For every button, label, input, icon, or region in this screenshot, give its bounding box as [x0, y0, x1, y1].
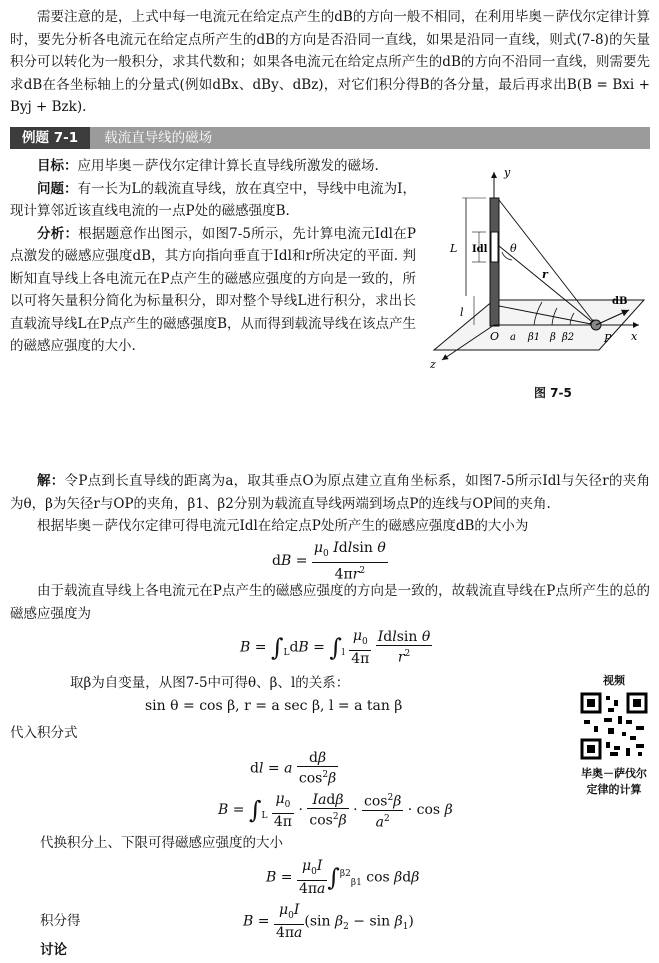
figure-diagram [424, 160, 654, 390]
goal-paragraph [10, 155, 416, 178]
solution-p5: 代入积分式 [10, 725, 78, 741]
qr-code-icon[interactable] [580, 692, 648, 760]
label-beta1: β1 [528, 332, 541, 343]
analysis-paragraph [10, 223, 416, 358]
label-beta2: β2 [562, 332, 575, 343]
current-element [491, 232, 498, 262]
solution-p6-block [40, 832, 440, 855]
label-a: a [510, 332, 516, 343]
video-caption-1: 毕奥－萨伐尔 [581, 767, 647, 780]
intro-text: 需要注意的是，上式中每一电流元在给定点产生的dB的方向一般不相同，在利用毕奥－萨伐尔定律计算时，要先分析各电流元在给定点所产生的dB的方向是否沿同一直线，如果是沿同一直线，则式(7-8)的矢量积分可以转化为一般积分，求其代数和；如果各电流元在给定点所产生的dB的方向不沿同一直线，则需要先求dB在各坐标轴上的分量式(例如dBx、dBy、dBz)，对它们积分得B的各分量，最后再求出B(B = Bxi + Byj + Bzk). [10, 9, 650, 115]
label-db: dB [612, 296, 628, 307]
problem-label: 问题： [37, 180, 78, 197]
label-y: y [504, 166, 511, 179]
video-label: 视频 [603, 674, 625, 687]
label-big-l: L [450, 242, 458, 255]
solution-p4: 取β为自变量，从图7-5中可得θ、β、l的关系： [70, 675, 350, 691]
example-header [10, 127, 650, 149]
label-r: r [542, 268, 548, 281]
example-tag: 例题 7-1 [10, 127, 90, 149]
label-theta: θ [510, 242, 517, 255]
left-column [10, 155, 416, 358]
solution-block [10, 470, 650, 538]
equation-b-result: B = $\frac{\mu_0I}{4\pi a}$ (sin $\beta_2 - \sin \beta_1$) [243, 902, 414, 941]
intro-paragraph [10, 6, 650, 119]
equation-db: dB = $\frac{\mu_0 Idlsin \theta}{4\pi r^2}$ [272, 540, 386, 583]
equation-relations: sin θ = cos β, r = a sec β, l = a tan β [145, 698, 403, 714]
solution-p1-text: 令P点到长直导线的距离为a，取其垂点O为原点建立直角坐标系，如图7-5所示Idl与矢径r的夹角为θ，β为矢径r与OP的夹角，β1、β2分别为载流直导线两端到场点P的连线与OP间的夹角. [10, 473, 651, 512]
label-idl: Idl [472, 244, 488, 255]
solution-p7-block [40, 910, 81, 933]
equation-b-substituted: $B = \int_L$ $\frac{\mu_0}{4\pi}$ · $\frac{\text{Iadβ}}{\cos^2\beta}$ · $\frac{\cos^2\beta}{a^2}$ · cos β [218, 790, 453, 831]
label-p: P [604, 332, 612, 345]
label-small-l: l [460, 306, 464, 319]
solution-p3-block [10, 580, 650, 625]
solution-p4-block [70, 672, 540, 695]
equation-b-integral: $B = \int_LdB = \int_l$ $\frac{\mu_0}{4\pi}$ $\frac{\text{Idlsin θ}}{r^2}$ [240, 628, 431, 667]
analysis-label: 分析： [37, 225, 79, 242]
solution-p1 [10, 470, 650, 515]
figure-7-5 [424, 160, 654, 405]
goal-text: 应用毕奥－萨伐尔定律计算长直导线所激发的磁场. [77, 158, 379, 174]
figure-caption: 图 7-5 [534, 386, 572, 400]
label-beta: β [550, 332, 556, 343]
solution-p5-block [10, 722, 410, 745]
video-caption-2: 定律的计算 [586, 783, 642, 796]
goal-label: 目标： [37, 158, 78, 174]
solution-p7: 积分得 [40, 913, 81, 929]
video-panel [574, 672, 654, 798]
label-x: x [631, 330, 638, 343]
label-o: O [490, 330, 500, 343]
equation-dl: dl = a $\frac{d\beta}{\cos^2\beta}$ [250, 750, 337, 787]
example-title: 载流直导线的磁场 [104, 130, 213, 146]
analysis-text: 根据题意作出图示，如图7-5所示，先计算电流元Idl在P点激发的磁感应强度dB，其方向指向垂直于Idl和r所决定的平面. 判断知直导线上各电流元在P点产生的磁感应强度的方向是一致的，所以可将矢量积分简化为标量积分，即对整个导线L进行积分，求出长直载流导线L在P点产生的磁感强度B，从而得到载流导线在该点产生的磁感应强度的大小. [10, 225, 416, 354]
solution-p2: 根据毕奥－萨伐尔定律可得电流元Idl在给定点P处所产生的磁感应强度dB的大小为 [37, 518, 529, 534]
solution-label: 解： [37, 473, 65, 489]
solution-p6: 代换积分上、下限可得磁感应强度的大小 [40, 835, 283, 851]
problem-paragraph [10, 178, 416, 223]
solution-p3: 由于载流直导线上各电流元在P点产生的磁感应强度的方向是一致的，故载流直导线在P点所产生的总的磁感应强度为 [10, 583, 650, 622]
problem-text: 有一长为L的载流直导线，放在真空中，导线中电流为I，现计算邻近该直线电流的一点P处的磁感强度B. [10, 180, 417, 219]
discussion-heading: 讨论 [40, 942, 67, 958]
label-z: z [430, 358, 436, 371]
equation-b-limits: B = $\frac{\mu_0I}{4\pi a}$ ∫$^{\beta 2}_{\beta 1}$ cos βdβ [266, 858, 420, 897]
